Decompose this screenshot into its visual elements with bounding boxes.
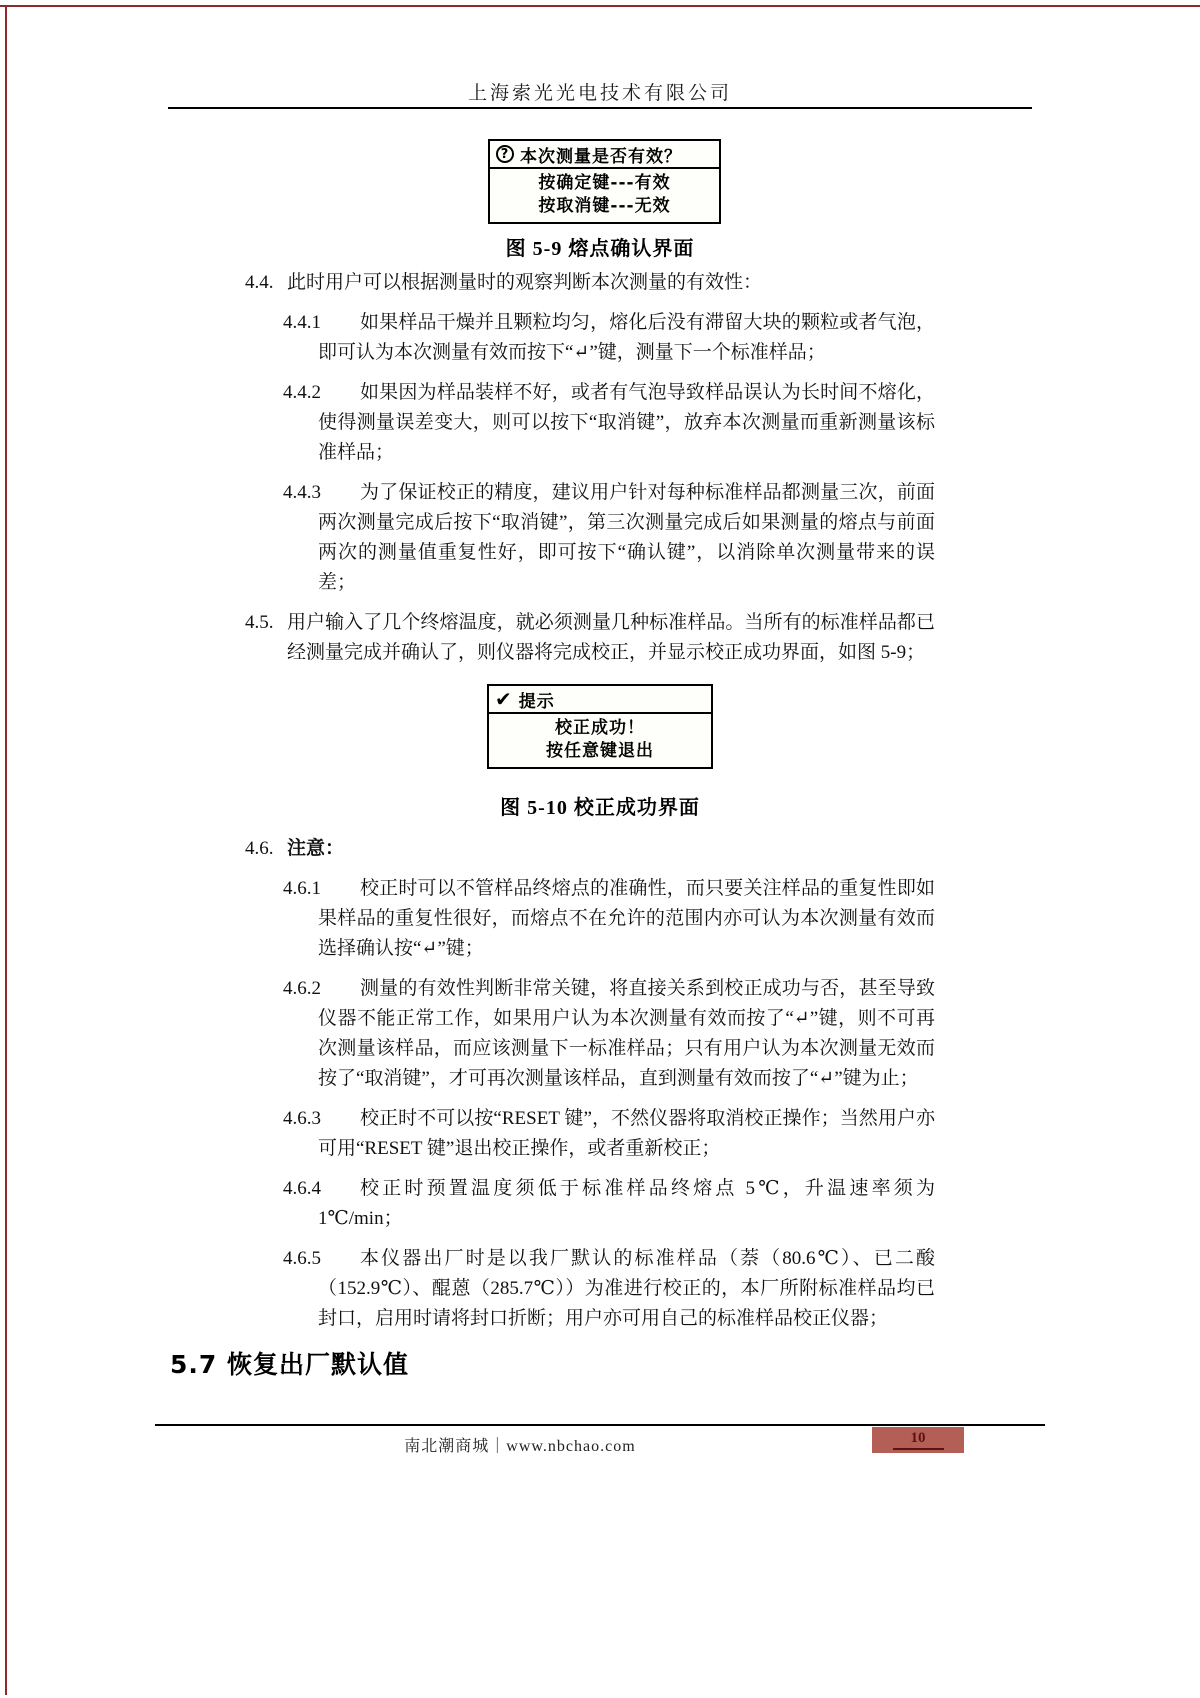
list-item-number: 4.6.5 — [283, 1248, 321, 1269]
list-item-text: 注意： — [287, 838, 345, 859]
dialog-title: 提示 — [518, 691, 555, 712]
company-name: 上海索光光电技术有限公司 — [467, 83, 732, 104]
list-item-4-6-1 — [283, 874, 935, 964]
body-text — [0, 268, 1200, 1344]
page-border-top — [0, 5, 1200, 7]
list-item-number: 4.6.2 — [283, 978, 321, 999]
list-item-4-6-3 — [283, 1104, 935, 1164]
list-item-number: 4.6. — [245, 838, 274, 859]
list-item-text: 校正时不可以按“RESET 键”，不然仪器将取消校正操作；当然用户亦可用“RESET 键”退出校正操作，或者重新校正； — [318, 1108, 935, 1159]
list-item-text: 如果样品干燥并且颗粒均匀，熔化后没有滞留大块的颗粒或者气泡，即可认为本次测量有效而按下“↵”键，测量下一个标准样品； — [318, 312, 935, 363]
list-item-number: 4.4. — [245, 272, 274, 293]
list-item-4-6 — [245, 834, 935, 864]
dialog-body — [489, 714, 711, 767]
dialog-line-confirm: 按确定键---有效 — [538, 173, 671, 193]
figure-caption-5-10: 图 5-10 校正成功界面 — [500, 797, 700, 819]
list-item-number: 4.4.3 — [283, 482, 321, 503]
check-icon: ✔ — [495, 687, 513, 711]
list-item-text: 此时用户可以根据测量时的观察判断本次测量的有效性： — [287, 272, 763, 293]
list-item-text: 为了保证校正的精度，建议用户针对每种标准样品都测量三次，前面两次测量完成后按下“取消键”，第三次测量完成后如果测量的熔点与前面两次的测量值重复性好，即可按下“确认键”，以消除单次测量带来的误差； — [318, 482, 935, 593]
dialog-line-cancel: 按取消键---无效 — [538, 196, 671, 216]
figure-caption-5-9: 图 5-9 熔点确认界面 — [505, 238, 695, 260]
dialog-screen-success — [487, 684, 713, 769]
dialog-title: 本次测量是否有效？ — [520, 146, 682, 167]
figure-5-10-block — [0, 684, 1200, 820]
list-item-number: 4.6.1 — [283, 878, 321, 899]
list-item-number: 4.6.4 — [283, 1178, 321, 1199]
list-item-4-6-4 — [283, 1174, 935, 1234]
dialog-line-success: 校正成功！ — [555, 718, 645, 738]
question-icon: ? — [496, 145, 514, 163]
footer-site-text: 南北潮商城｜www.nbchao.com — [404, 1438, 636, 1455]
section-heading-5-7: 5.7 恢复出厂默认值 — [170, 1350, 409, 1379]
dialog-title-row — [489, 686, 711, 714]
list-item-text: 校正时可以不管样品终熔点的准确性，而只要关注样品的重复性即如果样品的重复性很好，而熔点不在允许的范围内亦可认为本次测量有效而选择确认按“↵”键； — [318, 878, 935, 959]
list-item-text: 用户输入了几个终熔温度，就必须测量几种标准样品。当所有的标准样品都已经测量完成并确认了，则仪器将完成校正，并显示校正成功界面，如图 5-9； — [287, 612, 935, 663]
list-item-text: 测量的有效性判断非常关键，将直接关系到校正成功与否，甚至导致仪器不能正常工作，如果用户认为本次测量有效而按了“↵”键，则不可再次测量该样品，而应该测量下一标准样品；只有用户认为本次测量无效而按了“取消键”，才可再次测量该样品，直到测量有效而按了“↵”键为止； — [318, 978, 935, 1089]
footer-divider — [155, 1424, 1045, 1426]
list-item-4-4-1 — [283, 308, 935, 368]
list-item-number: 4.4.1 — [283, 312, 321, 333]
header-divider — [168, 107, 1032, 109]
dialog-line-exit: 按任意键退出 — [546, 741, 654, 761]
list-item-number: 4.4.2 — [283, 382, 321, 403]
dialog-title-row — [490, 141, 719, 169]
list-item-text: 如果因为样品装样不好，或者有气泡导致样品误认为长时间不熔化，使得测量误差变大，则可以按下“取消键”，放弃本次测量而重新测量该标准样品； — [318, 382, 935, 463]
dialog-body — [490, 169, 719, 222]
page-number-badge — [872, 1427, 964, 1453]
dialog-screen-confirm — [488, 139, 721, 224]
list-item-4-6-5 — [283, 1244, 935, 1334]
list-item-4-4-3 — [283, 478, 935, 598]
list-item-4-5 — [245, 608, 935, 668]
list-item-text: 校正时预置温度须低于标准样品终熔点 5℃，升温速率须为 1℃/min； — [318, 1178, 935, 1229]
list-item-4-6-2 — [283, 974, 935, 1094]
list-item-text: 本仪器出厂时是以我厂默认的标准样品（萘（80.6℃）、已二酸（152.9℃）、醌蒽（285.7℃））为准进行校正的，本厂所附标准样品均已封口，启用时请将封口折断；用户亦可用自己的标准样品校正仪器； — [318, 1248, 935, 1329]
list-item-4-4-2 — [283, 378, 935, 468]
list-item-number: 4.6.3 — [283, 1108, 321, 1129]
list-item-number: 4.5. — [245, 612, 274, 633]
page-number: 10 — [893, 1430, 944, 1450]
list-item-4-4 — [245, 268, 935, 298]
